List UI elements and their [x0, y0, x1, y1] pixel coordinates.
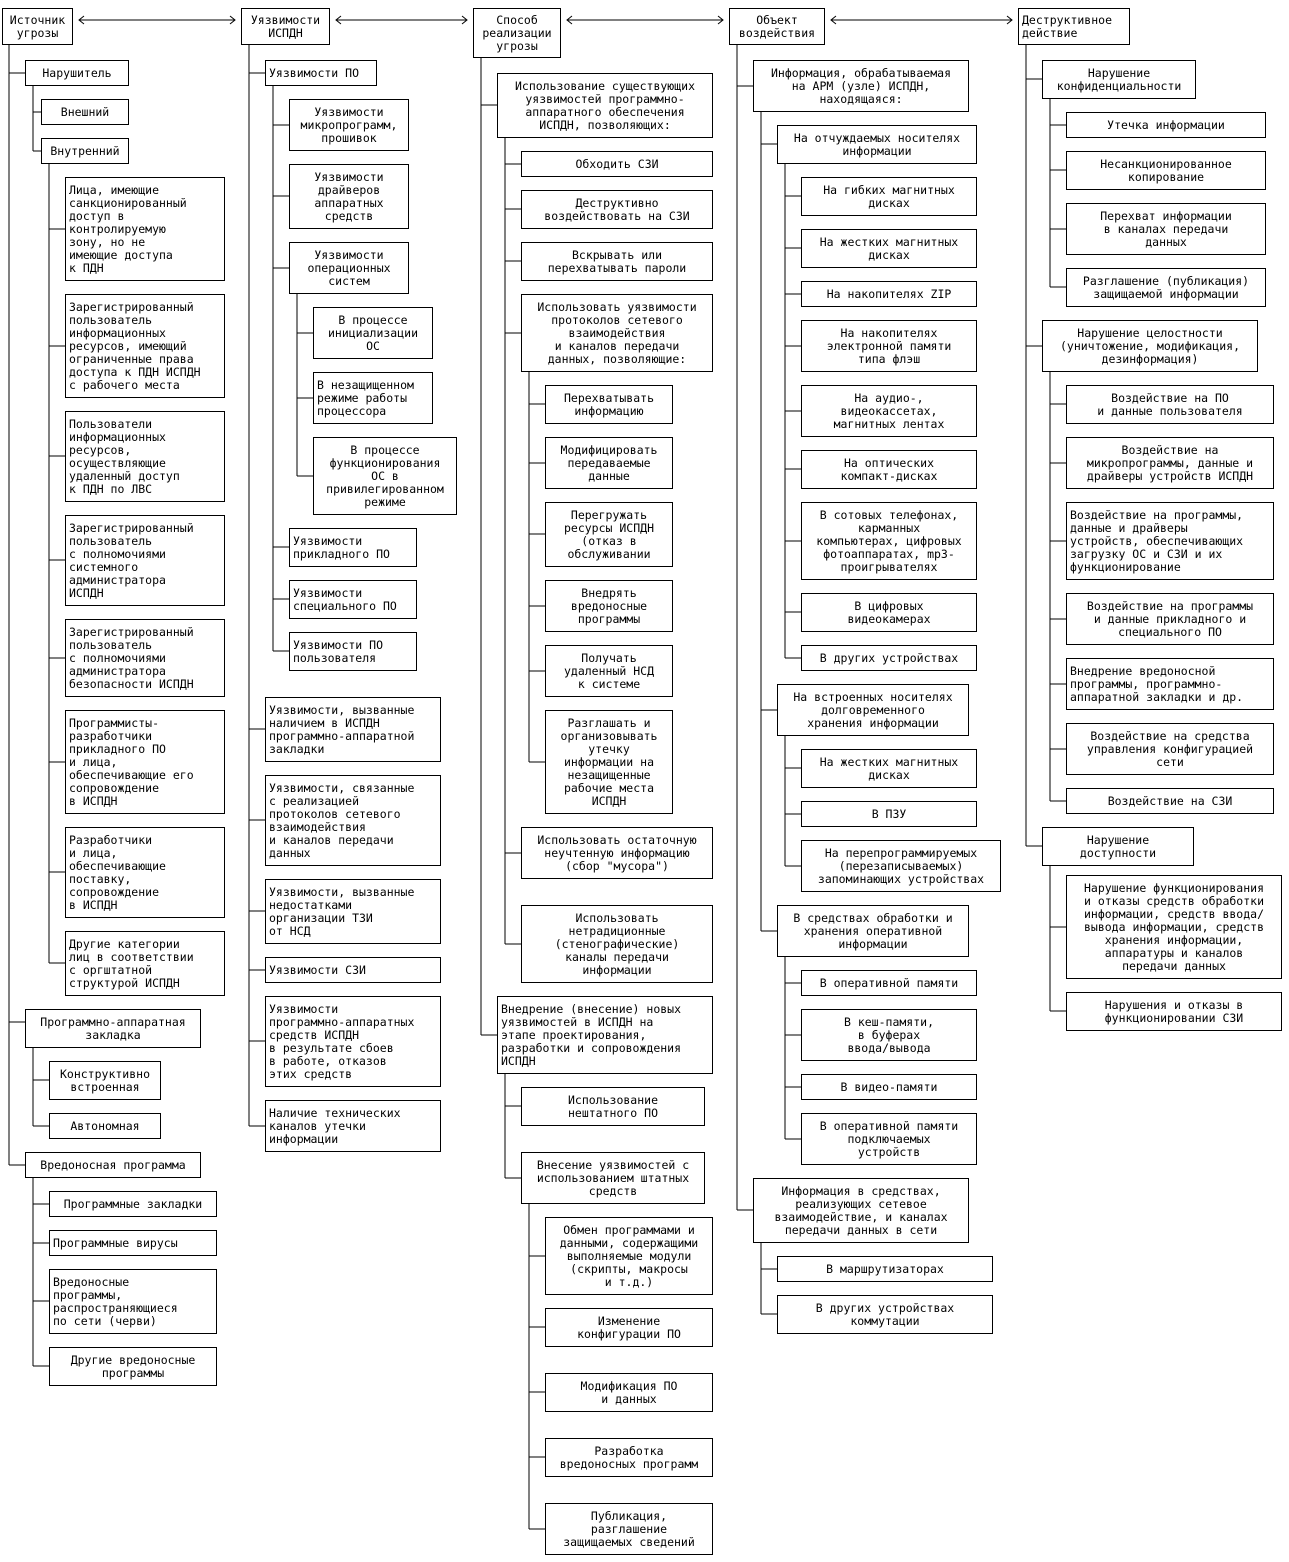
node-integrity-item: Внедрение вредоносной программы, программно- аппаратной закладки и др.: [1066, 658, 1274, 710]
node-internal-item: Пользователи информационных ресурсов, осуществляющие удаленный доступ к ПДН по ЛВС: [65, 411, 225, 502]
node-removable-media: На отчуждаемых носителях информации: [777, 125, 977, 164]
node-vuln-item: Уязвимости, вызванные наличием в ИСПДН программно-аппаратной закладки: [265, 697, 441, 762]
node-software-vuln-item: Уязвимости микропрограмм, прошивок: [289, 99, 409, 151]
node-availability-breach: Нарушение доступности: [1042, 827, 1194, 866]
node-removable-item: На накопителях электронной памяти типа флэш: [801, 320, 977, 372]
node-internal-item: Программисты- разработчики прикладного ПО и лица, обеспечивающие его сопровождение в ИСПДН: [65, 710, 225, 814]
node-internal-item: Зарегистрированный пользователь информационных ресурсов, имеющий ограниченные права доступа к ПДН ИСПДН с рабочего места: [65, 294, 225, 398]
node-method-item: Деструктивно воздействовать на СЗИ: [521, 190, 713, 229]
node-protocol-item: Перегружать ресурсы ИСПДН (отказ в обслуживании: [545, 502, 673, 567]
node-protocol-item: Разглашать и организовывать утечку информации на незащищенные рабочие места ИСПДН: [545, 710, 673, 814]
node-standard-item: Модификация ПО и данных: [545, 1373, 713, 1412]
node-malware: Вредоносная программа: [25, 1152, 201, 1178]
node-protocol-item: Перехватывать информацию: [545, 385, 673, 424]
node-introduce-item: Использование нештатного ПО: [521, 1087, 705, 1126]
node-standard-item: Публикация, разглашение защищаемых сведений: [545, 1503, 713, 1555]
node-internal-item: Другие категории лиц в соответствии с оргштатной структурой ИСПДН: [65, 931, 225, 996]
node-integrity-item: Воздействие на ПО и данные пользователя: [1066, 385, 1274, 424]
node-ram-item: В оперативной памяти: [801, 970, 977, 996]
node-external-violator: Внешний: [41, 99, 129, 125]
node-availability-item: Нарушения и отказы в функционировании СЗИ: [1066, 992, 1282, 1031]
node-hw-bookmark-item: Конструктивно встроенная: [49, 1061, 161, 1100]
node-software-vuln-item: Уязвимости прикладного ПО: [289, 528, 417, 567]
node-protocol-item: Внедрять вредоносные программы: [545, 580, 673, 632]
node-builtin-item: На перепрограммируемых (перезаписываемых) запоминающих устройствах: [801, 840, 1001, 892]
node-protocol-vuln: Использовать уязвимости протоколов сетевого взаимодействия и каналов передачи данных, позволяющие:: [521, 294, 713, 372]
node-protocol-item: Модифицировать передаваемые данные: [545, 437, 673, 489]
node-os-vuln-item: В незащищенном режиме работы процессора: [313, 372, 433, 424]
node-removable-item: В других устройствах: [801, 645, 977, 671]
node-internal-item: Зарегистрированный пользователь с полномочиями администратора безопасности ИСПДН: [65, 619, 225, 697]
node-confidentiality-item: Несанкционированное копирование: [1066, 151, 1266, 190]
node-vuln-item: Уязвимости, вызванные недостатками организации ТЗИ от НСД: [265, 879, 441, 944]
node-confidentiality-item: Утечка информации: [1066, 112, 1266, 138]
node-standard-item: Изменение конфигурации ПО: [545, 1308, 713, 1347]
node-removable-item: В цифровых видеокамерах: [801, 593, 977, 632]
node-removable-item: На гибких магнитных дисках: [801, 177, 977, 216]
node-hw-bookmark: Программно-аппаратная закладка: [25, 1009, 201, 1048]
node-violator: Нарушитель: [25, 60, 129, 86]
node-hw-bookmark-item: Автономная: [49, 1113, 161, 1139]
node-integrity-item: Воздействие на программы и данные прикладного и специального ПО: [1066, 593, 1274, 645]
node-removable-item: В сотовых телефонах, карманных компьютерах, цифровых фотоаппаратах, mp3- проигрывателях: [801, 502, 977, 580]
header-impact-object: Объект воздействия: [729, 8, 825, 45]
node-removable-item: На аудио-, видеокассетах, магнитных лентах: [801, 385, 977, 437]
node-ram-item: В оперативной памяти подключаемых устройств: [801, 1113, 977, 1165]
node-confidentiality-breach: Нарушение конфиденциальности: [1042, 60, 1196, 99]
node-removable-item: На жестких магнитных дисках: [801, 229, 977, 268]
node-malware-item: Программные закладки: [49, 1191, 217, 1217]
node-builtin-media: На встроенных носителях долговременного хранения информации: [777, 684, 969, 736]
node-software-vuln: Уязвимости ПО: [265, 60, 377, 86]
node-builtin-item: В ПЗУ: [801, 801, 977, 827]
node-standard-item: Обмен программами и данными, содержащими выполняемые модули (скрипты, макросы и т.д.): [545, 1217, 713, 1295]
node-internal-item: Лица, имеющие санкционированный доступ в контролируемую зону, но не имеющие доступа к ПДН: [65, 177, 225, 281]
node-standard-item: Разработка вредоносных программ: [545, 1438, 713, 1477]
node-os-vuln-item: В процессе функционирования ОС в привилегированном режиме: [313, 437, 457, 515]
node-os-vuln: Уязвимости операционных систем: [289, 242, 409, 294]
node-vuln-item: Уязвимости СЗИ: [265, 957, 441, 983]
node-builtin-item: На жестких магнитных дисках: [801, 749, 977, 788]
node-integrity-breach: Нарушение целостности (уничтожение, модификация, дезинформация): [1042, 320, 1258, 372]
node-vuln-item: Наличие технических каналов утечки информации: [265, 1100, 441, 1152]
node-internal-item: Зарегистрированный пользователь с полномочиями системного администратора ИСПДН: [65, 515, 225, 606]
node-internal-item: Разработчики и лица, обеспечивающие поставку, сопровождение в ИСПДН: [65, 827, 225, 918]
node-integrity-item: Воздействие на программы, данные и драйверы устройств, обеспечивающих загрузку ОС и СЗИ и их функционирование: [1066, 502, 1274, 580]
header-ispdn-vulnerabilities: Уязвимости ИСПДН: [241, 8, 330, 45]
header-destructive-action: Деструктивное действие: [1018, 8, 1130, 45]
node-method-item: Обходить СЗИ: [521, 151, 713, 177]
node-introduce-vuln: Внедрение (внесение) новых уязвимостей в ИСПДН на этапе проектирования, разработки и сопровождения ИСПДН: [497, 996, 713, 1074]
node-integrity-item: Воздействие на СЗИ: [1066, 788, 1274, 814]
node-method-item: Использовать нетрадиционные (стенографические) каналы передачи информации: [521, 905, 713, 983]
node-confidentiality-item: Перехват информации в каналах передачи данных: [1066, 203, 1266, 255]
node-malware-item: Программные вирусы: [49, 1230, 217, 1256]
node-vuln-item: Уязвимости программно-аппаратных средств ИСПДН в результате сбоев в работе, отказов этих средств: [265, 996, 441, 1087]
node-network-info: Информация в средствах, реализующих сетевое взаимодействие, и каналах передачи данных в сети: [753, 1178, 969, 1243]
node-integrity-item: Воздействие на средства управления конфигурацией сети: [1066, 723, 1274, 775]
node-availability-item: Нарушение функционирования и отказы средств обработки информации, средств ввода/ вывода информации, средств хранения информации, аппаратуры и каналов передачи данных: [1066, 875, 1282, 979]
node-software-vuln-item: Уязвимости драйверов аппаратных средств: [289, 164, 409, 229]
node-protocol-item: Получать удаленный НСД к системе: [545, 645, 673, 697]
header-threat-source: Источник угрозы: [2, 8, 73, 45]
node-method-item: Использовать остаточную неучтенную информацию (сбор "мусора"): [521, 827, 713, 879]
node-os-vuln-item: В процессе инициализации ОС: [313, 307, 433, 359]
node-vuln-item: Уязвимости, связанные с реализацией протоколов сетевого взаимодействия и каналов передачи данных: [265, 775, 441, 866]
node-ram-item: В кеш-памяти, в буферах ввода/вывода: [801, 1009, 977, 1061]
node-malware-item: Вредоносные программы, распространяющиеся по сети (черви): [49, 1269, 217, 1334]
node-ram-means: В средствах обработки и хранения оперативной информации: [777, 905, 969, 957]
node-network-item: В маршрутизаторах: [777, 1256, 993, 1282]
node-software-vuln-item: Уязвимости ПО пользователя: [289, 632, 417, 671]
node-use-existing-vuln: Использование существующих уязвимостей программно- аппаратного обеспечения ИСПДН, позволяющих:: [497, 73, 713, 138]
node-network-item: В других устройствах коммутации: [777, 1295, 993, 1334]
node-malware-item: Другие вредоносные программы: [49, 1347, 217, 1386]
header-threat-method: Способ реализации угрозы: [473, 8, 561, 58]
node-software-vuln-item: Уязвимости специального ПО: [289, 580, 417, 619]
node-standard-means: Внесение уязвимостей с использованием штатных средств: [521, 1152, 705, 1204]
node-integrity-item: Воздействие на микропрограммы, данные и драйверы устройств ИСПДН: [1066, 437, 1274, 489]
node-confidentiality-item: Разглашение (публикация) защищаемой информации: [1066, 268, 1266, 307]
node-internal-violator: Внутренний: [41, 138, 129, 164]
node-arm-info: Информация, обрабатываемая на АРМ (узле) ИСПДН, находящаяся:: [753, 60, 969, 112]
node-ram-item: В видео-памяти: [801, 1074, 977, 1100]
node-removable-item: На накопителях ZIP: [801, 281, 977, 307]
node-method-item: Вскрывать или перехватывать пароли: [521, 242, 713, 281]
node-removable-item: На оптических компакт-дисках: [801, 450, 977, 489]
